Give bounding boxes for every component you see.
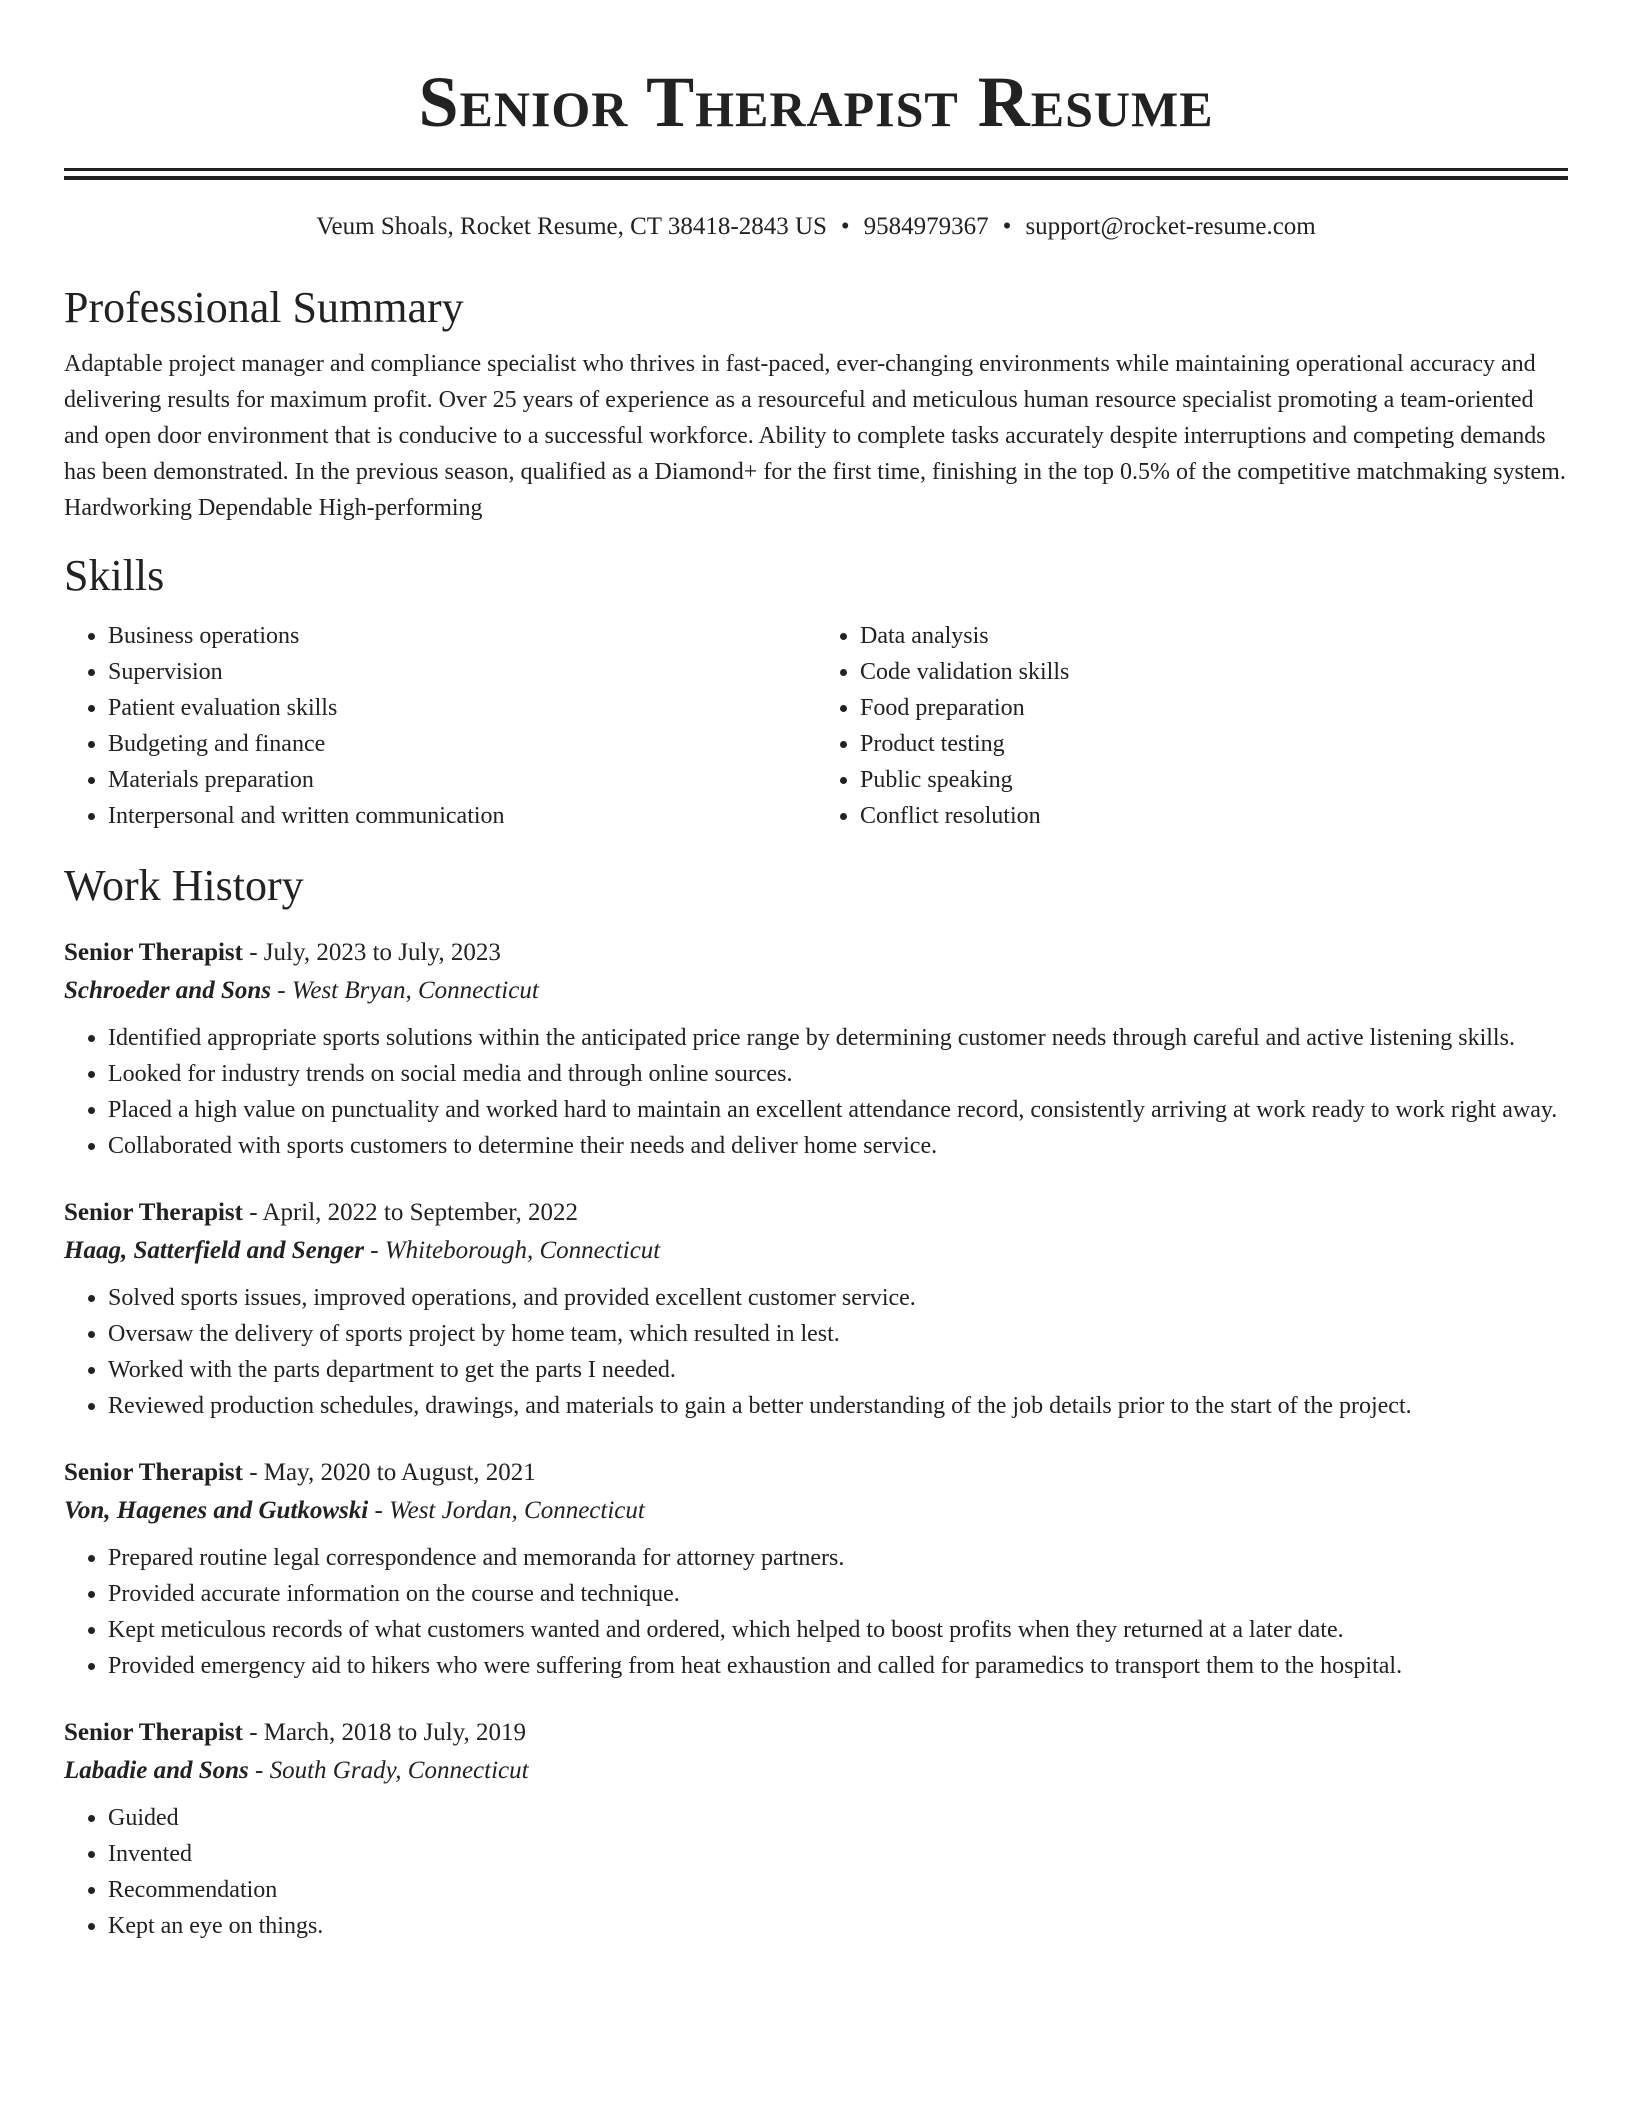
job-title: Senior Therapist: [64, 1719, 243, 1746]
job-bullet: • Kept meticulous records of what customers wanted and ordered, which helped to boost profits when they returned at a later date.: [108, 1612, 1568, 1648]
job-bullet: • Prepared routine legal correspondence and memoranda for attorney partners.: [108, 1540, 1568, 1576]
job-bullet: • Guided: [108, 1800, 1568, 1836]
job-company-line: [64, 972, 1568, 1010]
job-bullets: [64, 1280, 1568, 1424]
summary-heading: Professional Summary: [64, 283, 464, 332]
job-company: Schroeder and Sons: [64, 977, 271, 1004]
skill-item: • Conflict resolution: [860, 798, 1568, 834]
job-company: Labadie and Sons: [64, 1757, 249, 1784]
contact-email[interactable]: support@rocket-resume.com: [1025, 213, 1316, 240]
skill-item: • Supervision: [108, 654, 816, 690]
title-divider: [64, 168, 1568, 180]
job-title-line: [64, 1454, 1568, 1492]
job-bullet: • Worked with the parts department to get the parts I needed.: [108, 1352, 1568, 1388]
job-location: - South Grady, Connecticut: [248, 1757, 529, 1784]
skill-item: • Patient evaluation skills: [108, 690, 816, 726]
work-history-heading: Work History: [64, 861, 304, 910]
job-bullet: • Identified appropriate sports solutions within the anticipated price range by determining customer needs through careful and active listening skills.: [108, 1020, 1568, 1056]
job-title-line: [64, 934, 1568, 972]
job-entry: [64, 934, 1568, 1164]
job-title: Senior Therapist: [64, 1199, 243, 1226]
skill-item: • Business operations: [108, 618, 816, 654]
job-bullets: [64, 1540, 1568, 1684]
skills-list: [64, 618, 1568, 834]
skills-column-right: [816, 618, 1568, 834]
job-entry: [64, 1714, 1568, 1944]
job-title: Senior Therapist: [64, 939, 243, 966]
job-bullet: • Recommendation: [108, 1872, 1568, 1908]
skill-item: • Data analysis: [860, 618, 1568, 654]
contact-separator: •: [1002, 213, 1012, 240]
skill-item: • Public speaking: [860, 762, 1568, 798]
job-dates: - March, 2018 to July, 2019: [242, 1719, 527, 1746]
skill-item: • Product testing: [860, 726, 1568, 762]
job-bullets: [64, 1020, 1568, 1164]
job-title-line: [64, 1194, 1568, 1232]
job-location: - Whiteborough, Connecticut: [364, 1237, 661, 1264]
skill-item: • Interpersonal and written communication: [108, 798, 816, 834]
job-bullet: • Solved sports issues, improved operations, and provided excellent customer service.: [108, 1280, 1568, 1316]
job-dates: - April, 2022 to September, 2022: [242, 1199, 579, 1226]
contact-info: [64, 210, 1568, 244]
job-company-line: [64, 1752, 1568, 1790]
job-bullet: • Placed a high value on punctuality and worked hard to maintain an excellent attendance record, consistently arriving at work ready to work right away.: [108, 1092, 1568, 1128]
skills-column-left: [64, 618, 816, 834]
job-bullet: • Invented: [108, 1836, 1568, 1872]
contact-separator: •: [840, 213, 850, 240]
job-dates: - July, 2023 to July, 2023: [242, 939, 501, 966]
job-company-line: [64, 1232, 1568, 1270]
job-entry: [64, 1194, 1568, 1424]
job-company: Haag, Satterfield and Senger: [64, 1237, 365, 1264]
job-title-line: [64, 1714, 1568, 1752]
summary-text: Adaptable project manager and compliance specialist who thrives in fast-paced, ever-changing environments while maintaining operational accuracy and delivering results for maximum profit. Over 25 years of experience as a resourceful and meticulous human resource specialist promoting a team-oriented and open door environment that is conducive to a successful workforce. Ability to complete tasks accurately despite interruptions and competing demands has been demonstrated. In the previous season, qualified as a Diamond+ for the first time, finishing in the top 0.5% of the competitive matchmaking system. Hardworking Dependable High-performing: [64, 351, 1566, 521]
job-dates: - May, 2020 to August, 2021: [242, 1459, 536, 1486]
job-location: - West Jordan, Connecticut: [368, 1497, 645, 1524]
skill-item: • Materials preparation: [108, 762, 816, 798]
job-bullet: • Reviewed production schedules, drawings, and materials to gain a better understanding of the job details prior to the start of the project.: [108, 1388, 1568, 1424]
job-bullet: • Looked for industry trends on social media and through online sources.: [108, 1056, 1568, 1092]
skills-heading: Skills: [64, 551, 165, 600]
contact-phone[interactable]: 9584979367: [863, 213, 989, 240]
job-title: Senior Therapist: [64, 1459, 243, 1486]
job-location: - West Bryan, Connecticut: [271, 977, 539, 1004]
job-bullet: • Collaborated with sports customers to determine their needs and deliver home service.: [108, 1128, 1568, 1164]
job-entry: [64, 1454, 1568, 1684]
resume-title: Senior Therapist Resume: [418, 62, 1214, 142]
job-company: Von, Hagenes and Gutkowski: [64, 1497, 369, 1524]
job-bullet: • Provided emergency aid to hikers who were suffering from heat exhaustion and called for paramedics to transport them to the hospital.: [108, 1648, 1568, 1684]
contact-address: Veum Shoals, Rocket Resume, CT 38418-2843 US: [316, 213, 827, 240]
skill-item: • Budgeting and finance: [108, 726, 816, 762]
job-bullet: • Kept an eye on things.: [108, 1908, 1568, 1944]
job-bullet: • Provided accurate information on the course and technique.: [108, 1576, 1568, 1612]
job-bullet: • Oversaw the delivery of sports project by home team, which resulted in lest.: [108, 1316, 1568, 1352]
job-company-line: [64, 1492, 1568, 1530]
skill-item: • Food preparation: [860, 690, 1568, 726]
skill-item: • Code validation skills: [860, 654, 1568, 690]
job-bullets: [64, 1800, 1568, 1944]
